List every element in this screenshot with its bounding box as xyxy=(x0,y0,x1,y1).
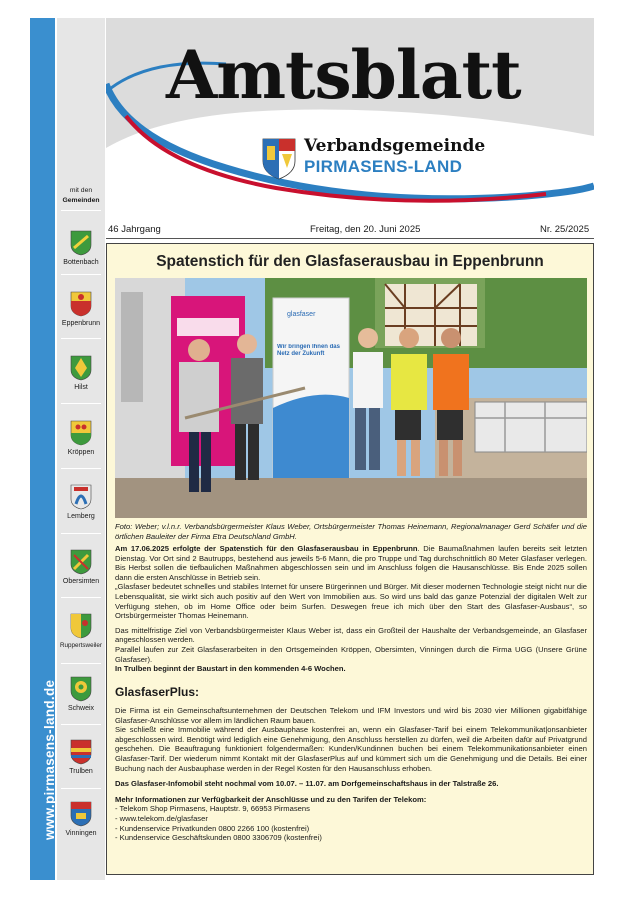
schweix-crest-icon xyxy=(70,676,92,702)
municipality-name: Eppenbrunn xyxy=(61,320,101,327)
vinningen-crest-icon xyxy=(70,801,92,827)
municipalities-header-line1: mit den xyxy=(69,187,93,194)
paragraph-8-bold: Das Glasfaser-Infomobil steht nochmal vom 10.07. – 11.07. am Dorfgemeinschaftshaus in der Talstraße 26. xyxy=(115,779,499,789)
municipalities-header xyxy=(57,186,105,206)
separator xyxy=(61,210,101,211)
separator xyxy=(61,338,101,339)
paragraph-1-lead: Am 17.06.2025 erfolgte der Spatenstich für den Glasfaserausbau in Eppenbrunn xyxy=(115,544,418,553)
separator xyxy=(61,468,101,469)
verbandsgemeinde-crest-icon xyxy=(262,138,296,180)
issue-date: Freitag, den 20. Juni 2025 xyxy=(310,224,421,235)
municipality-name: Trulben xyxy=(69,768,93,775)
paragraph-1 xyxy=(115,544,587,582)
divider xyxy=(106,238,594,239)
obersimten-crest-icon xyxy=(70,549,92,575)
trulben-crest-icon xyxy=(70,739,92,765)
paragraph-5 xyxy=(115,664,587,674)
municipality-name: Lemberg xyxy=(67,513,95,520)
article-box xyxy=(106,243,594,875)
contact-item: - Kundenservice Privatkunden 0800 2266 100 (kostenfrei) xyxy=(115,823,310,833)
paragraph-6: Die Firma ist ein Gemeinschaftsunternehmen der Deutschen Telekom und IFM Investors und wird bis 2030 vier Millionen gigabitfähige Glasfaser-Anschlüsse vor allem im ländlichen Raum bauen. xyxy=(115,706,587,725)
ruppertsweiler-crest-icon xyxy=(70,613,92,639)
municipality-eppenbrunn xyxy=(57,291,105,327)
municipality-name: Schweix xyxy=(67,705,95,712)
municipalities-header-line2: Gemeinden xyxy=(62,197,100,204)
eppenbrunn-crest-icon xyxy=(70,291,92,317)
paragraph-1-text: . Die Baumaßnahmen laufen bereits seit letzten Dienstag. Vor Ort sind 2 Bautrupps, bestehend aus jeweils 5-6 Mann, die pro Truppe und Tag durchschnittlich 80 Meter Glasfaser verlegen. Bis Herbst sollen die tiefbaulichen Maßnahmen abgeschlossen sein und im Anschluss folgen die Hausanschlüsse. Bis Ende 2025 sollen dann die ersten Anschlüsse in Betrieb sein. xyxy=(115,544,587,582)
paragraph-9-bold: Mehr Informationen zur Verfügbarkeit der Anschlüsse und zu den Tarifen der Telekom: xyxy=(115,794,427,804)
website-url[interactable]: www.pirmasens-land.de xyxy=(42,679,57,840)
municipality-name: Obersimten xyxy=(62,578,100,585)
separator xyxy=(61,663,101,664)
municipality-lemberg xyxy=(57,484,105,520)
photo-brand-text: glasfaser xyxy=(287,311,316,318)
municipality-obersimten xyxy=(57,549,105,585)
municipality-name: Ruppertsweiler xyxy=(60,642,102,649)
paragraph-8 xyxy=(115,779,587,789)
contact-item: - Kundenservice Geschäftskunden 0800 3306709 (kostenfrei) xyxy=(115,833,322,843)
bottenbach-crest-icon xyxy=(70,230,92,256)
separator xyxy=(61,788,101,789)
municipality-ruppertsweiler xyxy=(57,613,105,649)
municipality-vinningen xyxy=(57,801,105,837)
lemberg-crest-icon xyxy=(70,484,92,510)
masthead xyxy=(106,18,594,214)
separator xyxy=(61,274,101,275)
paragraph-4: Parallel laufen zur Zeit Glasfaserarbeiten in den Ortsgemeinden Kröppen, Obersimten, Vinningen durch die Firma UGG (Unsere Grüne Glasfaser). xyxy=(115,644,587,664)
contact-item: - Telekom Shop Pirmasens, Hauptstr. 9, 66953 Pirmasens xyxy=(115,804,310,814)
municipality-name: Bottenbach xyxy=(63,259,99,266)
municipality-bottenbach xyxy=(57,230,105,266)
municipality-hilst xyxy=(57,355,105,391)
municipality-trulben xyxy=(57,739,105,775)
separator xyxy=(61,403,101,404)
article-body-1 xyxy=(115,544,587,674)
article-headline: Spatenstich für den Glasfaserausbau in Eppenbrunn xyxy=(156,253,544,270)
issue-number: Nr. 25/2025 xyxy=(540,224,590,235)
volume-label: 46 Jahrgang xyxy=(108,224,161,235)
separator xyxy=(61,597,101,598)
municipality-kroeppen xyxy=(57,420,105,456)
paragraph-5-bold: In Trulben beginnt der Baustart in den kommenden 4-6 Wochen. xyxy=(115,664,346,674)
kroeppen-crest-icon xyxy=(70,420,92,446)
municipality-schweix xyxy=(57,676,105,712)
subheading-glasfaserplus: GlasfaserPlus: xyxy=(115,685,200,699)
article-photo xyxy=(115,278,587,518)
photo-banner-text: Wir bringen Ihnen das Netz der Zukunft xyxy=(277,344,340,357)
contact-item[interactable]: - www.telekom.de/glasfaser xyxy=(115,813,208,823)
municipality-name: Hilst xyxy=(74,384,88,391)
municipalities-column xyxy=(57,18,105,880)
hilst-crest-icon xyxy=(70,355,92,381)
article-body-2 xyxy=(115,706,587,843)
masthead-subtitle-line2: PIRMASENS-LAND xyxy=(304,157,463,176)
municipality-name: Vinningen xyxy=(65,830,97,837)
photo-caption: Foto: Weber; v.l.n.r. Verbandsbürgermeister Klaus Weber, Ortsbürgermeister Thomas Heinemann, Regionalmanager Gerd Schäfer und die örtlichen Bauleiter der Firma Etra Deutschland GmbH. xyxy=(115,522,587,541)
paragraph-2: „Glasfaser bedeutet schnelles und stabiles Internet für unsere Bürgerinnen und Bürger. Mit dieser modernen Technologie steigt nicht nur die Lebensqualität, sie wirkt sich auch positiv auf den Wert von Immobilien aus. So wird uns bald das ganze Potenzial der digitalen Welt zur Verfügung stehen, ob im Home Office oder beim Surfen. Deswegen freue ich mich über den Start des Glasfaser-Ausbaus“, so Ortsbürgermeister Thomas Heinemann. xyxy=(115,582,587,621)
paragraph-3: Das mittelfristige Ziel von Verbandsbürgermeister Klaus Weber ist, dass ein Großteil der Haushalte der Verbandsgemeinde, an Glasfaser angeschlossen werden. xyxy=(115,625,587,645)
newspaper-title: Amtsblatt xyxy=(166,36,521,114)
masthead-subtitle-line1: Verbandsgemeinde xyxy=(304,136,486,156)
municipality-name: Kröppen xyxy=(67,449,95,456)
paragraph-9 xyxy=(115,795,587,805)
separator xyxy=(61,533,101,534)
separator xyxy=(61,724,101,725)
paragraph-7: Sie schließt eine Immobilie während der Ausbauphase kostenfrei an, wenn ein Glasfaser-Tarif bei einem Telekommunikat|onsanbieter abgeschlossen wird. Benötigt wird lediglich eine Genehmigung, den Anschluss herstellen zu dürfen, weil die Arbeiten dafür auf Privatgrund geschehen. Die Beauftragung funktioniert folgendermaßen: Kunden/Kundinnen buchen bei einem Telekommunikationsanbieter einen Glasfaser-Tarif. Der wiederum nimmt Kontakt mit der GlasfaserPlus auf und kümmert sich um die Genehmigung und die Details. Bei einer Buchung nach der Ausbauphase werden in der Regel Kosten für den Hausanschluss erhoben. xyxy=(115,725,587,773)
